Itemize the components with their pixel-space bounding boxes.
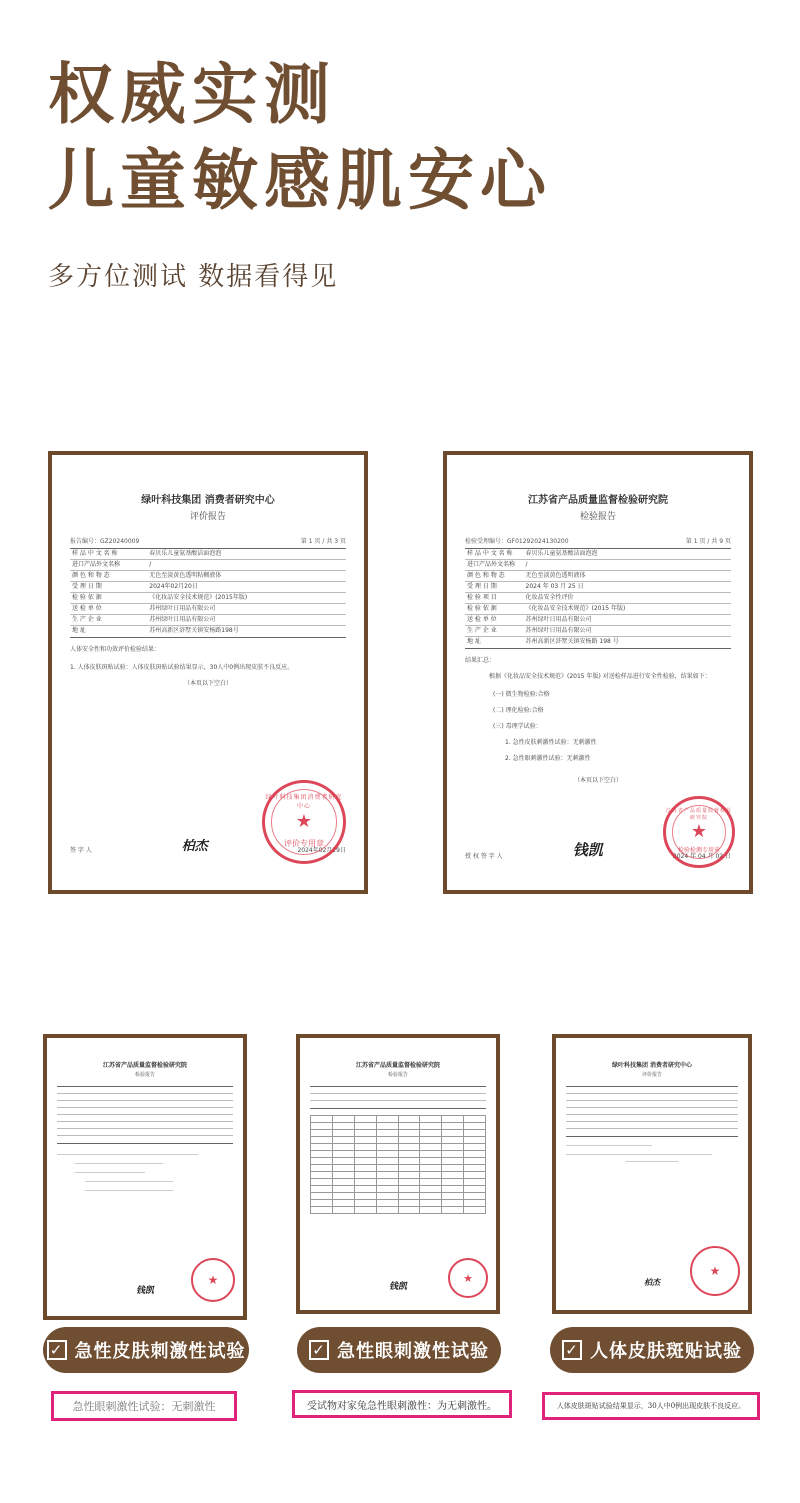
- test-label-skin-irritation: ✓ 急性皮肤刺激性试验: [43, 1327, 249, 1373]
- report-summary: 结果汇总： 根据《化妆品安全技术规范》(2015 年版) 对送检样品进行安全性检验，结果如下： (一) 微生物检验:合格 (二) 理化检验:合格 (三) 毒理学试验： 1. 急性皮肤刺激性试验：无刺激性 2. 急性眼刺激性试验：无刺激性 （本页以下空白）: [465, 657, 711, 784]
- report-info-table: [310, 1086, 486, 1109]
- headline-line-1: 权威实测: [48, 56, 336, 133]
- seal-stamp: [690, 1246, 740, 1296]
- seal-stamp: [448, 1258, 488, 1298]
- test-label-patch-test: ✓ 人体皮肤斑贴试验: [550, 1327, 754, 1373]
- star-icon: ★: [463, 1271, 473, 1285]
- star-icon: ★: [690, 821, 708, 842]
- table-row: 送 检 单 位 苏州绿叶日用品有限公司: [70, 604, 346, 615]
- report-right-frame: [443, 451, 753, 894]
- report-name: 检验报告: [579, 512, 616, 522]
- signature: 柏杰: [644, 1277, 660, 1287]
- table-row: 样 品 中 文 名 称 春贝乐儿童氨基酸洁面泡泡: [70, 549, 346, 560]
- checkbox-checked-icon: ✓: [562, 1340, 582, 1360]
- seal-stamp: 江苏省产品质量监督检验研究院 ★ 检验检测专用章: [663, 796, 735, 868]
- report-info-table: [465, 548, 731, 649]
- report-number: 检验受理编号：GF01292024130200: [465, 538, 569, 545]
- report-meta: [70, 536, 346, 545]
- signature: 钱凯: [388, 1282, 407, 1292]
- report-conclusion: 人体安全性和功效评价检验结果： 1. 人体皮肤斑贴试验：人体皮肤斑贴试验结果显示，30人中0例出现皮肤不良反应。 （本页以下空白）: [70, 646, 294, 687]
- report-org: 江苏省产品质量监督检验研究院: [102, 1062, 187, 1069]
- subtitle: 多方位测试 数据看得见: [48, 262, 339, 292]
- table-row: 进口产品外文名称 /: [465, 560, 731, 571]
- report-page: 第 1 页 / 共 3 页: [300, 538, 346, 545]
- report-org: 江苏省产品质量监督检验研究院: [528, 495, 668, 506]
- table-row: 生 产 企 业 苏州绿叶日用品有限公司: [465, 626, 731, 637]
- checkbox-checked-icon: ✓: [47, 1340, 67, 1360]
- table-row: 颜 色 和 物 态 无色至淡黄色透明液体: [465, 571, 731, 582]
- report-left-frame: [48, 451, 368, 894]
- table-row: 地 址 苏州高新区浒墅关镇安杨路 198 号: [467, 638, 619, 645]
- result-highlight-2: 受试物对家兔急性眼刺激性：为无刺激性。: [292, 1390, 512, 1418]
- result-highlight-1: 急性眼刺激性试验：无刺激性: [51, 1391, 237, 1421]
- report-info-table: [57, 1086, 233, 1144]
- result-highlight-3: 人体皮肤斑贴试验结果显示，30人中0例出现皮肤不良反应。: [542, 1392, 760, 1420]
- signature: 柏杰: [181, 839, 208, 854]
- checkbox-checked-icon: ✓: [309, 1340, 329, 1360]
- report-signature-row: 授 权 签 字 人 钱凯 2024 年 04 月 02 日: [465, 841, 731, 860]
- table-row: 检 验 依 据 《化妆品安全技术规范》(2015年版): [70, 593, 346, 604]
- report-page: 第 1 页 / 共 9 页: [685, 538, 731, 545]
- report-name: 评价报告: [189, 512, 226, 522]
- report-right: [447, 455, 749, 890]
- star-icon: ★: [295, 811, 313, 832]
- test-data-grid: [310, 1115, 486, 1214]
- small-report-3: [552, 1034, 752, 1314]
- table-row: 地 址 苏州高新区浒墅关镇安杨路198号: [72, 627, 239, 634]
- report-meta: [465, 536, 731, 545]
- report-left: [52, 455, 364, 890]
- report-org: 江苏省产品质量监督检验研究院: [355, 1062, 440, 1069]
- report-info-table: [70, 548, 346, 638]
- table-row: 颜 色 和 物 态 无色至淡黄色透明粘稠液体: [70, 571, 346, 582]
- headline-line-2: 儿童敏感肌安心: [48, 142, 552, 219]
- seal-stamp: 绿叶科技集团消费者研究中心 ★ 评价专用章: [262, 780, 346, 864]
- star-icon: ★: [709, 1264, 721, 1278]
- report-info-table: [566, 1086, 738, 1137]
- table-row: 检 验 依 据 《化妆品安全技术规范》(2015 年版): [465, 604, 731, 615]
- test-label-eye-irritation: ✓ 急性眼刺激性试验: [297, 1327, 501, 1373]
- signature: 钱凯: [135, 1286, 154, 1296]
- report-number: 报告编号：GZ20240009: [70, 538, 140, 545]
- report-name: 检验报告: [387, 1072, 408, 1078]
- table-row: 样 品 中 文 名 称 春贝乐儿童氨基酸洁面泡泡: [465, 549, 731, 560]
- report-name: 检验报告: [134, 1072, 155, 1078]
- table-row: 进口产品外文名称 /: [70, 560, 346, 571]
- report-org: 绿叶科技集团 消费者研究中心: [611, 1062, 693, 1069]
- small-report-2: [296, 1034, 500, 1314]
- table-row: 受 理 日 期 2024年02月20日: [70, 582, 346, 593]
- report-signature-row: 签 字 人 柏杰 2024年02月29日: [70, 835, 346, 854]
- table-row: 受 理 日 期 2024 年 03 月 25 日: [465, 582, 731, 593]
- seal-stamp: [191, 1258, 235, 1302]
- signature: 钱凯: [572, 841, 603, 859]
- small-report-1: [43, 1034, 247, 1320]
- table-row: 检 验 项 目 化妆品安全性评价: [465, 593, 731, 604]
- table-row: 生 产 企 业 苏州绿叶日用品有限公司: [70, 615, 346, 626]
- report-org: 绿叶科技集团 消费者研究中心: [141, 495, 275, 506]
- table-row: 送 检 单 位 苏州绿叶日用品有限公司: [465, 615, 731, 626]
- report-name: 评价报告: [641, 1072, 662, 1078]
- star-icon: ★: [207, 1273, 219, 1287]
